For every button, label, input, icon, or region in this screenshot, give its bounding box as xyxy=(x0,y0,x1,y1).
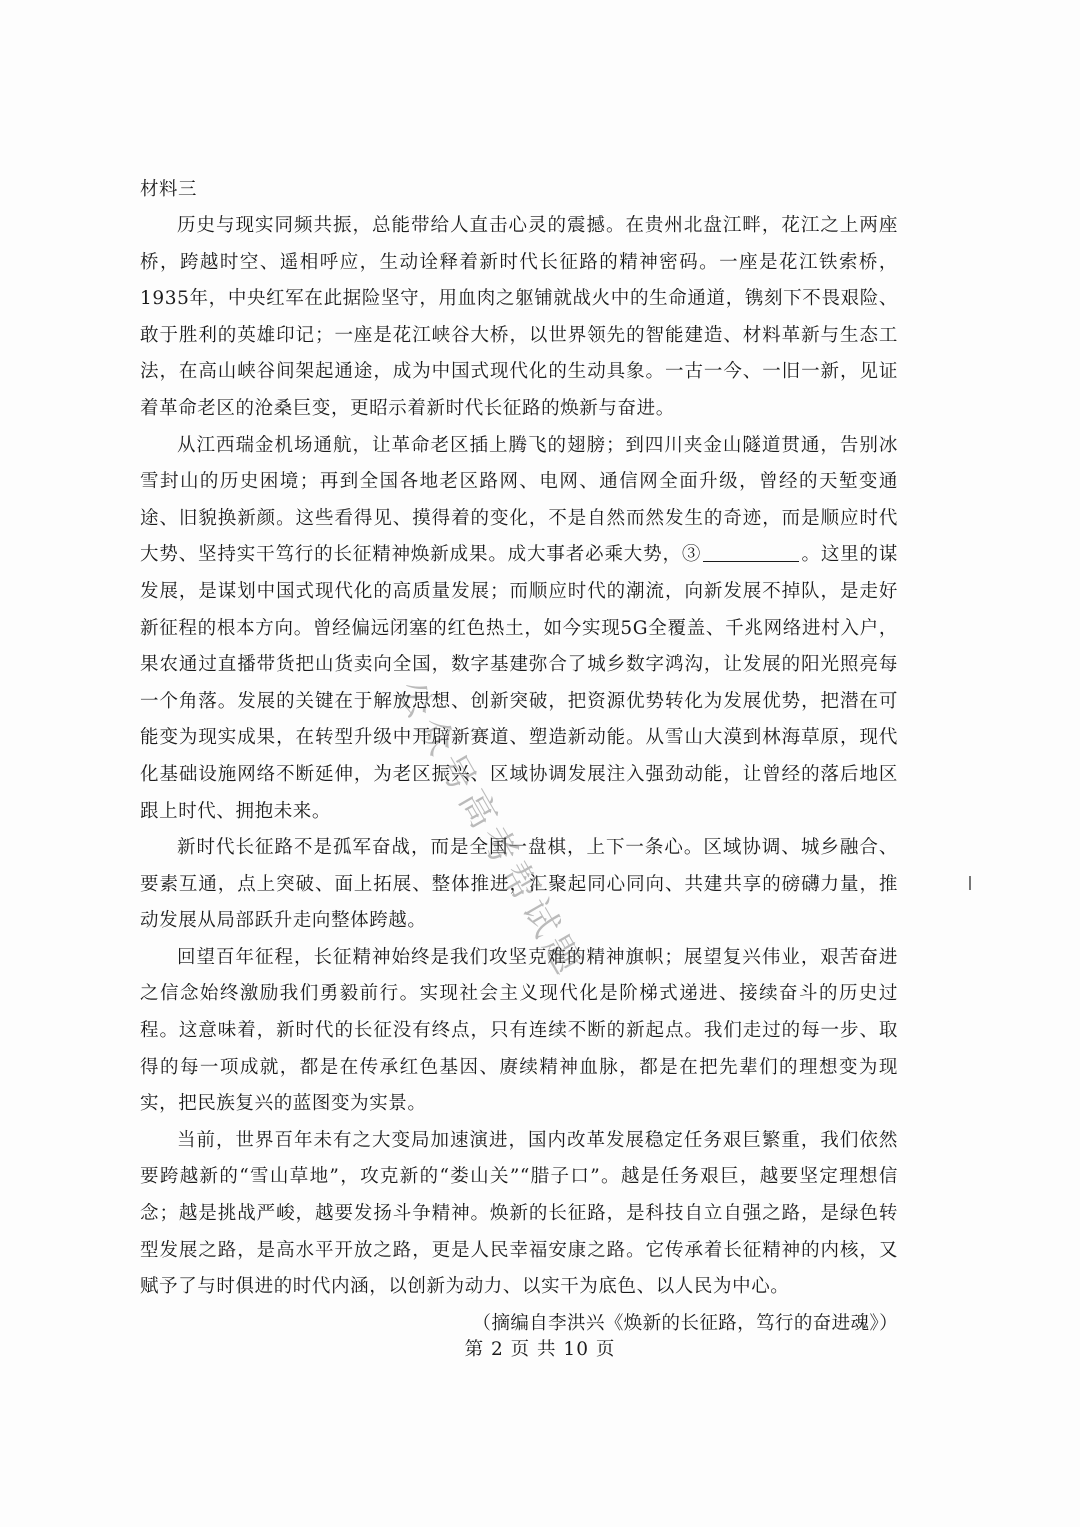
scan-artifact xyxy=(969,876,971,890)
paragraph-1: 历史与现实同频共振，总能带给人直击心灵的震撼。在贵州北盘江畔，花江之上两座桥，跨越时空、遥相呼应，生动诠释着新时代长征路的精神密码。一座是花江铁索桥，1935年，中央红军在此据险坚守，用血肉之躯铺就战火中的生命通道，镌刻下不畏艰险、敢于胜利的英雄印记；一座是花江峡谷大桥，以世界领先的智能建造、材料革新与生态工法，在高山峡谷间架起通途，成为中国式现代化的生动具象。一古一今、一旧一新，见证着革命老区的沧桑巨变，更昭示着新时代长征路的焕新与奋进。 xyxy=(140,215,898,419)
fill-in-blank[interactable] xyxy=(703,543,799,562)
watermark: 公众号高考帮试题 xyxy=(387,674,592,986)
paragraph-5: 当前，世界百年未有之大变局加速演进，国内改革发展稳定任务艰巨繁重，我们依然要跨越新的“雪山草地”，攻克新的“娄山关”“腊子口”。越是任务艰巨，越要坚定理想信念；越是挑战严峻，越要发扬斗争精神。焕新的长征路，是科技自立自强之路，是绿色转型发展之路，是高水平开放之路，更是人民幸福安康之路。它传承着长征精神的内核，又赋予了与时俱进的时代内涵，以创新为动力、以实干为底色、以人民为中心。 xyxy=(140,1129,898,1298)
paragraph-4: 回望百年征程，长征精神始终是我们攻坚克难的精神旗帜；展望复兴伟业，艰苦奋进之信念始终激励我们勇毅前行。实现社会主义现代化是阶梯式递进、接续奋斗的历史过程。这意味着，新时代的长征没有终点，只有连续不断的新起点。我们走过的每一步、取得的每一项成就，都是在传承红色基因、赓续精神血脉，都是在把先辈们的理想变为现实，把民族复兴的蓝图变为实景。 xyxy=(140,946,898,1115)
paragraph-3: 新时代长征路不是孤军奋战，而是全国一盘棋，上下一条心。区域协调、城乡融合、要素互通，点上突破、面上拓展、整体推进，汇聚起同心同向、共建共享的磅礴力量，推动发展从局部跃升走向整体跨越。 xyxy=(140,837,898,932)
blank-marker: ③ xyxy=(681,544,702,566)
section-heading: 材料三 xyxy=(140,179,198,200)
paragraph-2 xyxy=(140,428,898,831)
source-citation: （摘编自李洪兴《焕新的长征路，笃行的奋进魂》） xyxy=(472,1312,898,1334)
paragraph-2-part-1: 从江西瑞金机场通航，让革命老区插上腾飞的翅膀；到四川夹金山隧道贯通，告别冰雪封山的历史困境；再到全国各地老区路网、电网、通信网全面升级，曾经的天堑变通途、旧貌换新颜。这些看得见、摸得着的变化，不是自然而然发生的奇迹，而是顺应时代大势、坚持实干笃行的长征精神焕新成果。成大事者必乘大势， xyxy=(140,434,898,566)
paragraph-2-part-2: 。这里的谋发展，是谋划中国式现代化的高质量发展；而顺应时代的潮流，向新发展不掉队，是走好新征程的根本方向。曾经偏远闭塞的红色热土，如今实现5G全覆盖、千兆网络进村入户，果农通过直播带货把山货卖向全国，数字基建弥合了城乡数字鸿沟，让发展的阳光照亮每一个角落。发展的关键在于解放思想、创新突破，把资源优势转化为发展优势，把潜在可能变为现实成果，在转型升级中开辟新赛道、塑造新动能。从雪山大漠到林海草原，现代化基础设施网络不断延伸，为老区振兴、区域协调发展注入强劲动能，让曾经的落后地区跟上时代、拥抱未来。 xyxy=(140,544,898,822)
document-body xyxy=(140,172,898,1342)
page-footer: 第 2 页 共 10 页 xyxy=(464,1339,616,1360)
